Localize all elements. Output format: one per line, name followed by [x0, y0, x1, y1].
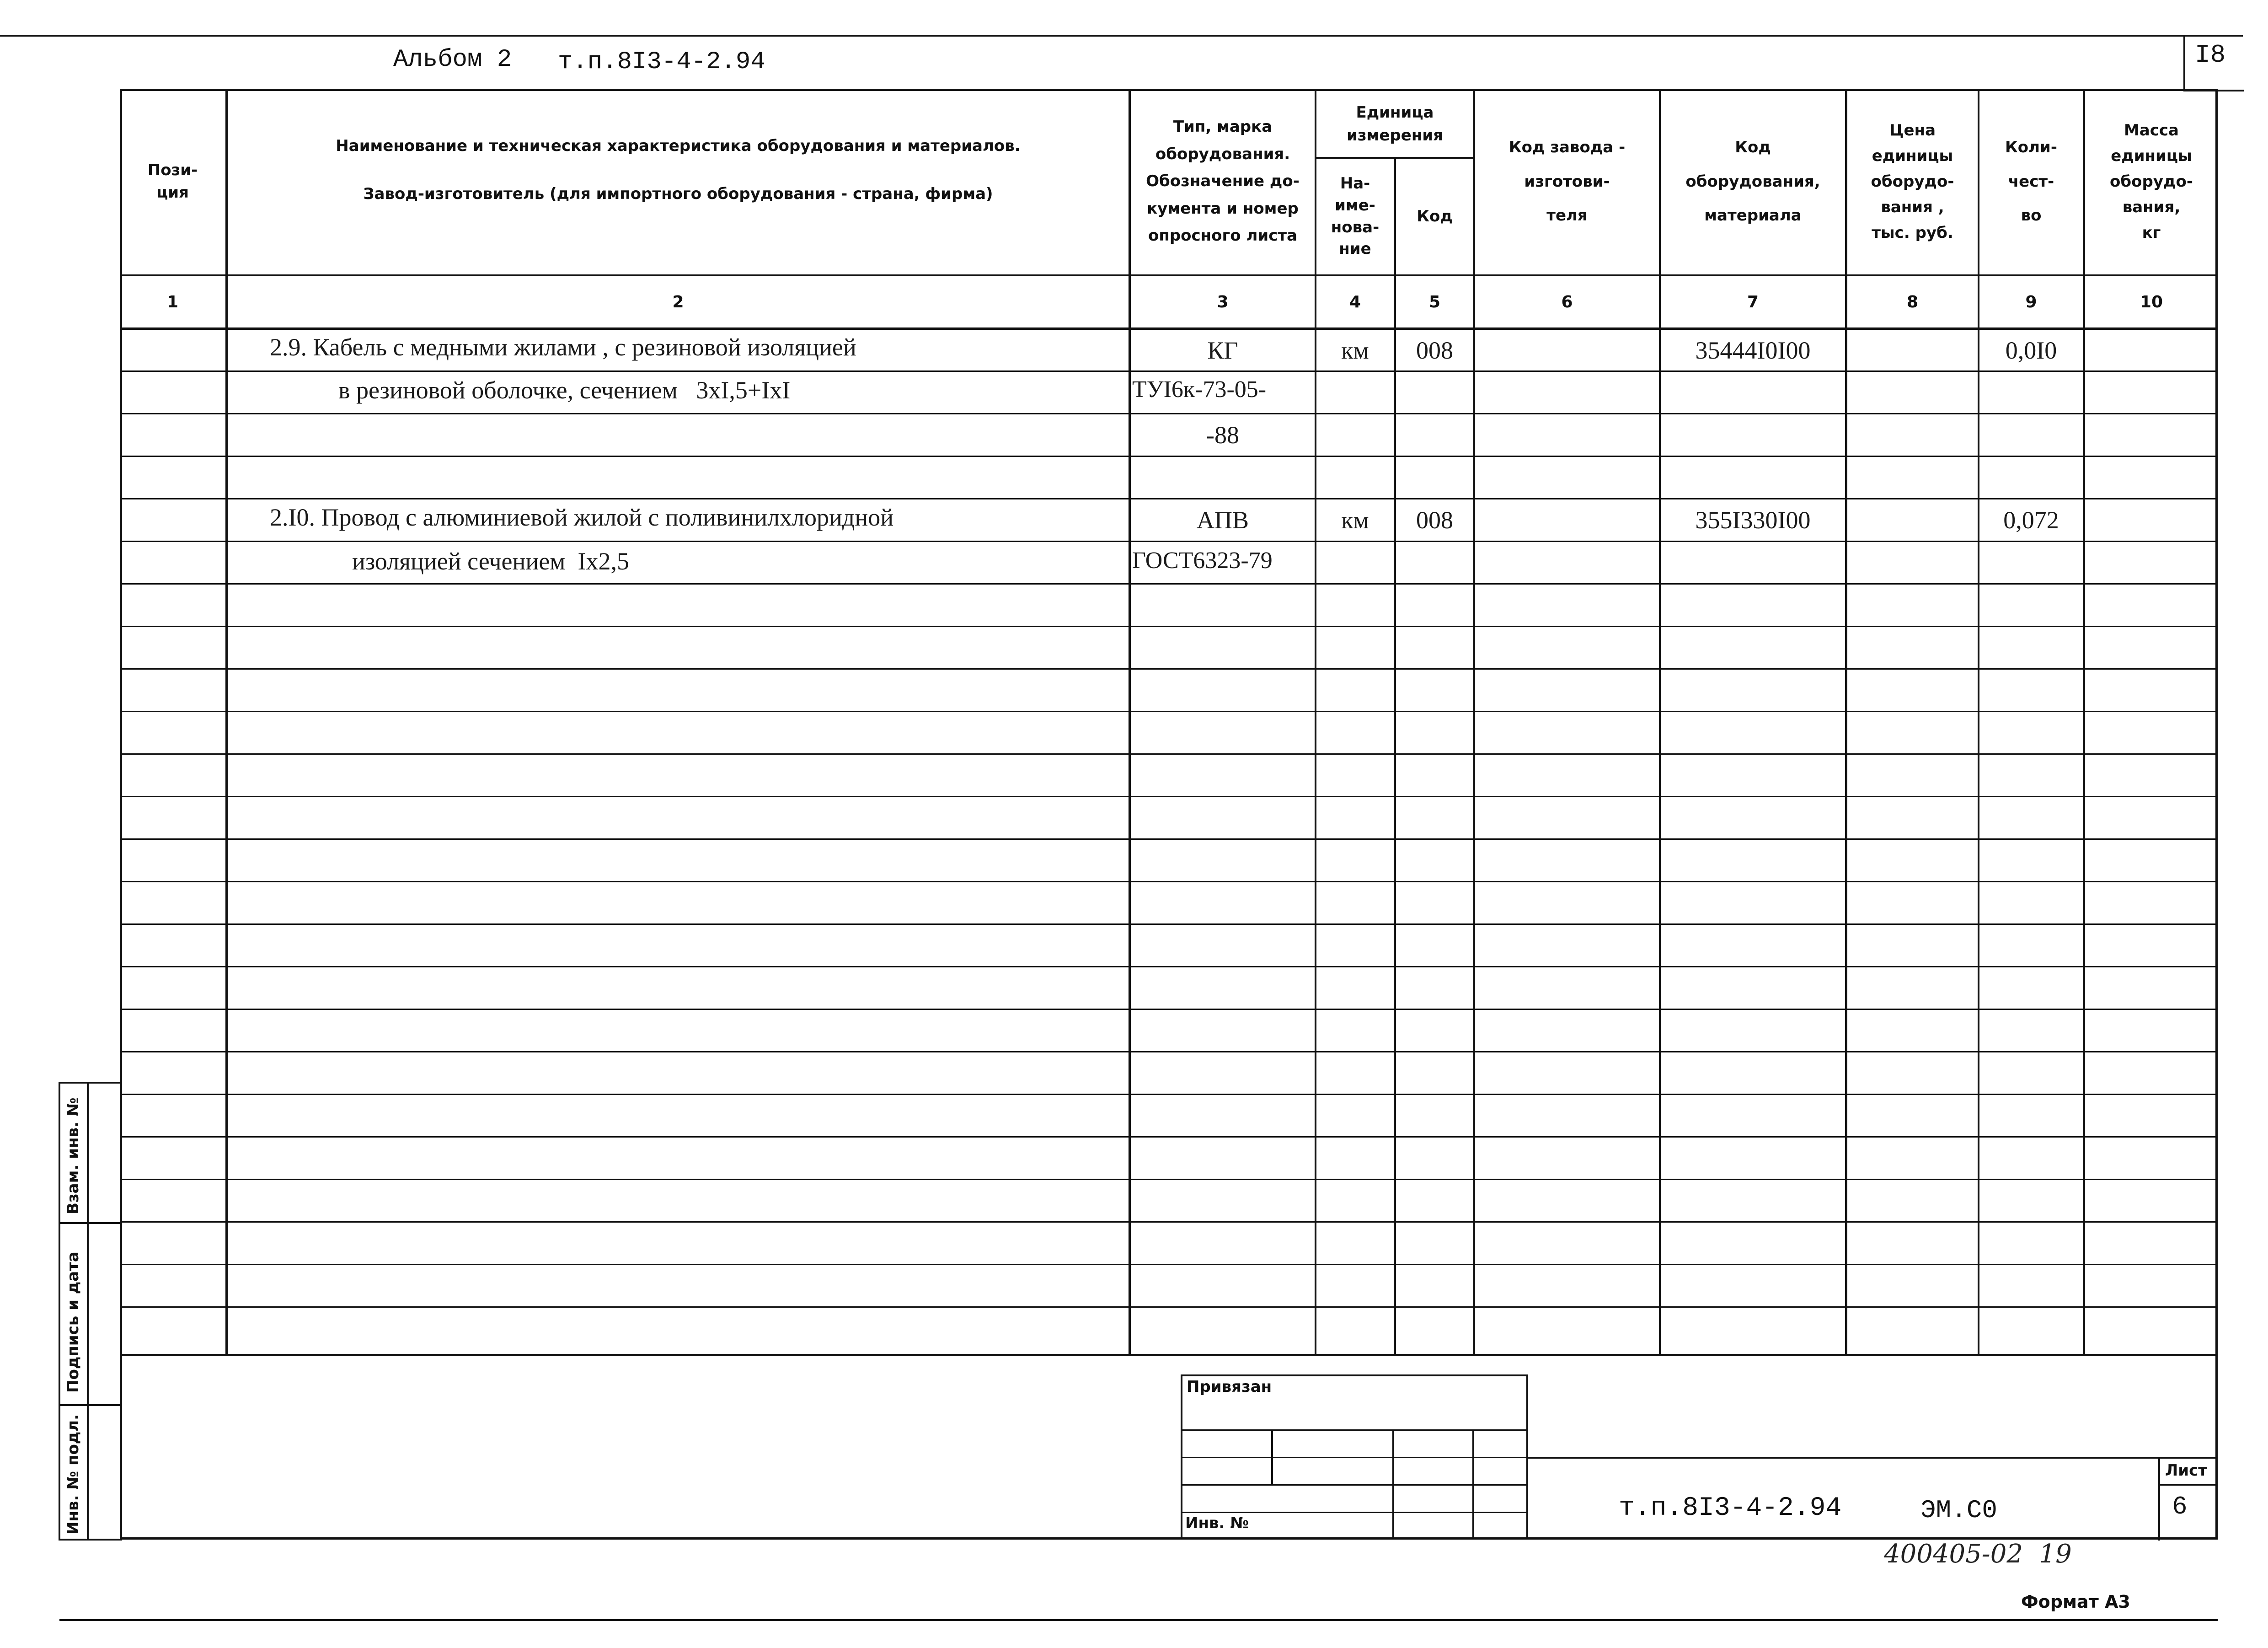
col-header-unit-name: На- име- нова- ние — [1331, 174, 1380, 258]
page-number: I8 — [2195, 40, 2226, 70]
col-number: 6 — [1561, 292, 1573, 311]
table-row-type: КГ — [1207, 336, 1238, 364]
table-row-type: АПВ — [1196, 506, 1249, 534]
table-row-equipment-code: 35444I0I00 — [1695, 336, 1811, 364]
col-header-price: Цена единицы оборудо- вания , тыс. руб. — [1871, 121, 1954, 242]
sheet-number: 6 — [2172, 1492, 2188, 1521]
stamp-sheet-divider — [2158, 1457, 2160, 1541]
side-stamp-rule — [59, 1404, 122, 1406]
table-row-unit-code: 008 — [1416, 336, 1453, 364]
table-row-quantity: 0,072 — [2003, 506, 2059, 534]
col-number: 1 — [166, 292, 179, 311]
side-stamp-divider — [87, 1082, 89, 1541]
document-code: т.п.8I3-4-2.94 — [1619, 1493, 1842, 1523]
format-label: Формат А3 — [2021, 1592, 2130, 1612]
table-row-name: в резиновой оболочке, сечением 3хI,5+IхI — [338, 376, 791, 404]
col-header-type: Тип, марка оборудования. Обозначение до- кумента и номер опросного листа — [1146, 118, 1300, 245]
col-header-quantity: Коли- чест- во — [2005, 138, 2057, 225]
privyazan-rule — [1181, 1429, 1528, 1431]
col-header-name-line1: Наименование и техническая характеристика оборудования и материалов. — [336, 137, 1021, 155]
table-row-name: изоляцией сечением Iх2,5 — [352, 548, 629, 575]
col-number: 10 — [2140, 292, 2163, 311]
table-row-type: -88 — [1206, 421, 1239, 449]
privyazan-divider — [1271, 1429, 1273, 1484]
privyazan-divider — [1392, 1429, 1394, 1539]
top-rule — [0, 35, 2243, 37]
privyazan-divider — [1472, 1429, 1474, 1539]
privyazan-rule — [1181, 1457, 1528, 1458]
privyazan-rule — [1181, 1512, 1528, 1513]
col-number: 4 — [1349, 292, 1361, 311]
privyazan-rule — [1181, 1484, 1528, 1486]
col-header-unit-group: Единица измерения — [1347, 103, 1443, 145]
col-header-unit-code: Код — [1417, 207, 1453, 225]
col-number: 9 — [2025, 292, 2037, 311]
stamp-signature-date: Подпись и дата — [64, 1251, 82, 1393]
stamp-rule — [1528, 1457, 2218, 1459]
col-header-mass: Масса единицы оборудо- вания, кг — [2110, 121, 2193, 242]
col-header-name-line2: Завод-изготовитель (для импортного оборудования - страна, фирма) — [363, 185, 993, 203]
stamp-inv-original: Инв. № подл. — [64, 1414, 82, 1535]
table-row-unit: км — [1341, 336, 1369, 364]
album-label: Альбом 2 — [393, 46, 512, 74]
col-number: 2 — [672, 292, 684, 311]
table-row-quantity: 0,0I0 — [2005, 336, 2057, 364]
section-code: ЭМ.С0 — [1920, 1496, 1998, 1525]
col-header-position: Пози- ция — [147, 161, 198, 202]
stamp-vzam-inv: Взам. инв. № — [64, 1097, 82, 1214]
table-row-unit-code: 008 — [1416, 506, 1453, 534]
table-row-equipment-code: 355I330I00 — [1695, 506, 1811, 534]
col-number: 3 — [1217, 292, 1229, 311]
table-row-type: ГОСТ6323-79 — [1132, 548, 1273, 574]
privyazan-label: Привязан — [1187, 1378, 1272, 1396]
table-end-rule — [120, 1354, 2218, 1356]
table-row-name: 2.I0. Провод с алюминиевой жилой с поливинилхлоридной — [270, 504, 894, 531]
col-number: 8 — [1906, 292, 1919, 311]
col-header-factory-code: Код завода - изготови- теля — [1508, 138, 1626, 225]
side-stamp-rule — [59, 1222, 122, 1224]
col-header-equipment-code: Код оборудования, материала — [1685, 138, 1820, 225]
bottom-rule — [59, 1619, 2218, 1621]
inv-number-label: Инв. № — [1185, 1514, 1249, 1532]
handwritten-note: 400405-02 19 — [1884, 1539, 2072, 1569]
col-number: 7 — [1747, 292, 1759, 311]
project-code-top: т.п.8I3-4-2.94 — [558, 48, 765, 76]
col-number: 5 — [1428, 292, 1441, 311]
stamp-sheet-rule — [2158, 1484, 2218, 1486]
table-row-unit: км — [1341, 506, 1369, 534]
table-row-name: 2.9. Кабель с медными жилами , с резиновой изоляцией — [270, 333, 856, 361]
table-row-type: ТУI6к-73-05- — [1132, 376, 1267, 403]
sheet-label: Лист — [2165, 1461, 2207, 1480]
